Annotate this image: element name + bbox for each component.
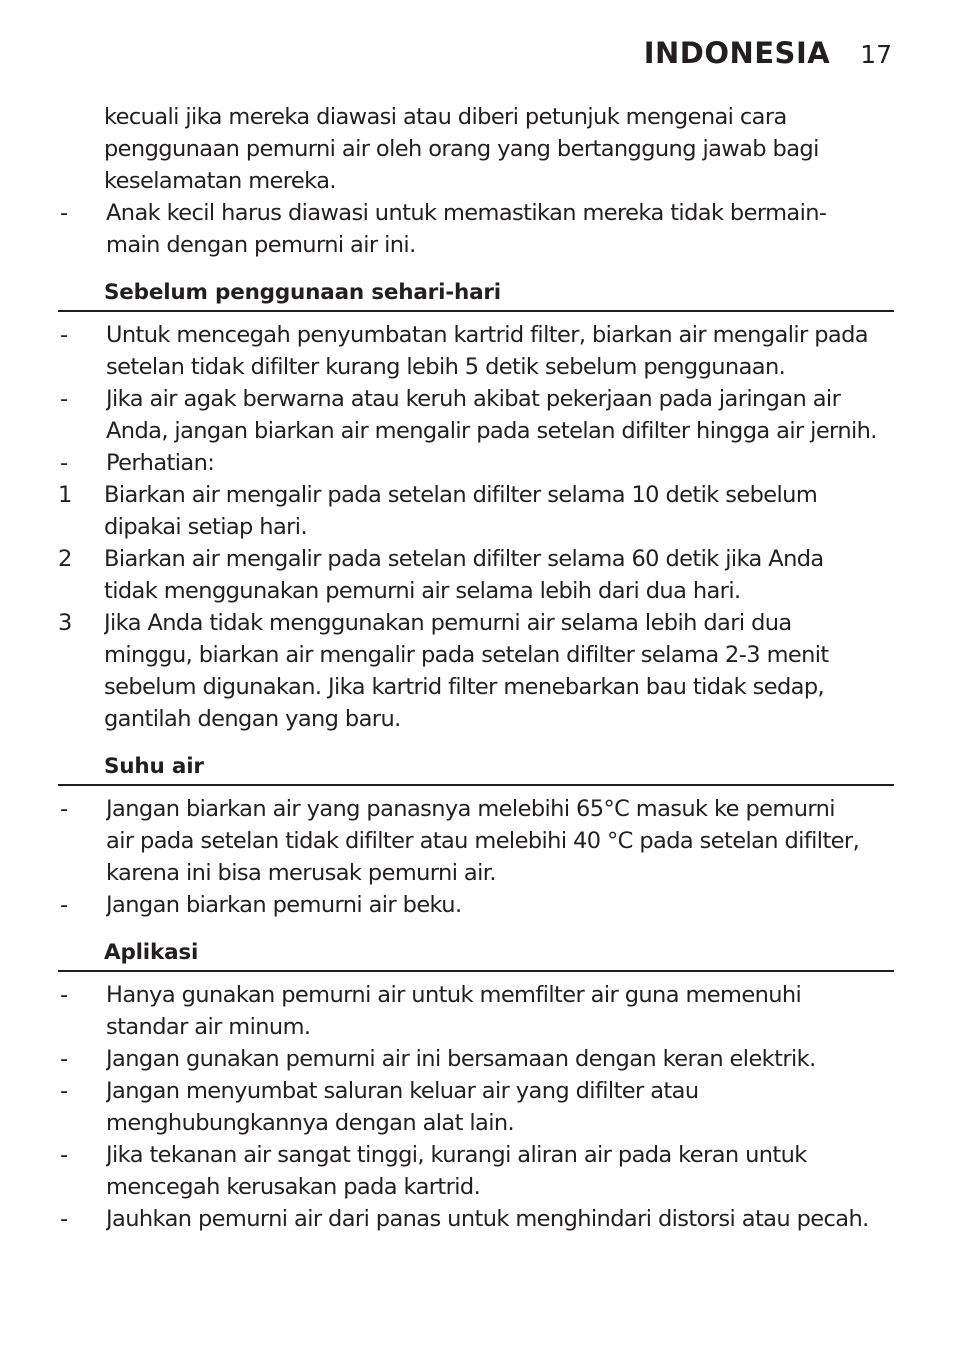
list-item-text: Jika air agak berwarna atau keruh akibat pekerjaan pada jaringan air bbox=[106, 386, 841, 412]
list-marker bbox=[58, 1011, 106, 1043]
page-header bbox=[644, 36, 892, 70]
list-item-text: Jangan menyumbat saluran keluar air yang difilter atau bbox=[106, 1078, 699, 1104]
text-line bbox=[58, 1203, 894, 1235]
list-item-text: Anda, jangan biarkan air mengalir pada setelan difilter hingga air jernih. bbox=[106, 418, 877, 444]
list-item bbox=[58, 1203, 894, 1235]
list-item bbox=[58, 479, 894, 543]
list-item-text: Jika Anda tidak menggunakan pemurni air selama lebih dari dua bbox=[104, 610, 792, 636]
list-marker: - bbox=[60, 982, 68, 1008]
list-item-text: Jangan gunakan pemurni air ini bersamaan dengan keran elektrik. bbox=[106, 1046, 816, 1072]
section-heading: Aplikasi bbox=[58, 936, 894, 972]
intro-block bbox=[58, 101, 894, 261]
list-marker bbox=[58, 165, 104, 197]
list-marker: 2 bbox=[58, 546, 72, 572]
list-marker: - bbox=[60, 796, 68, 822]
text-line bbox=[58, 511, 894, 543]
section bbox=[58, 276, 894, 735]
list-item-text: dipakai setiap hari. bbox=[104, 514, 307, 540]
list-item-text: Jika tekanan air sangat tinggi, kurangi aliran air pada keran untuk bbox=[106, 1142, 807, 1168]
text-line bbox=[58, 197, 894, 229]
text-line bbox=[58, 793, 894, 825]
list-item bbox=[58, 889, 894, 921]
list-item-text: standar air minum. bbox=[106, 1014, 311, 1040]
list-item bbox=[58, 319, 894, 383]
list-marker bbox=[58, 671, 104, 703]
list-item bbox=[58, 197, 894, 261]
text-line bbox=[58, 1107, 894, 1139]
section bbox=[58, 750, 894, 921]
list-item bbox=[58, 1139, 894, 1203]
list-item-text: minggu, biarkan air mengalir pada setelan difilter selama 2-3 menit bbox=[104, 642, 829, 668]
text-line bbox=[58, 165, 894, 197]
text-line bbox=[58, 447, 894, 479]
text-line bbox=[58, 351, 894, 383]
list-item bbox=[58, 979, 894, 1043]
list-marker: - bbox=[60, 1046, 68, 1072]
list-item-text: Untuk mencegah penyumbatan kartrid filter, biarkan air mengalir pada bbox=[106, 322, 868, 348]
list-marker: - bbox=[60, 1078, 68, 1104]
text-line bbox=[58, 889, 894, 921]
list-marker bbox=[58, 1171, 106, 1203]
text-line bbox=[58, 575, 894, 607]
text-line bbox=[58, 543, 894, 575]
list-marker bbox=[58, 511, 104, 543]
text-line bbox=[58, 229, 894, 261]
list-marker bbox=[58, 229, 106, 261]
text-line bbox=[58, 703, 894, 735]
list-item-text: Biarkan air mengalir pada setelan difilter selama 10 detik sebelum bbox=[104, 482, 818, 508]
list-marker bbox=[58, 101, 104, 133]
list-item-text: air pada setelan tidak difilter atau melebihi 40 °C pada setelan difilter, bbox=[106, 828, 860, 854]
list-marker: - bbox=[60, 450, 68, 476]
list-item-text: menghubungkannya dengan alat lain. bbox=[106, 1110, 515, 1136]
text-line bbox=[58, 1139, 894, 1171]
list-item-text: Jangan biarkan air yang panasnya melebihi 65°C masuk ke pemurni bbox=[106, 796, 835, 822]
text-line bbox=[58, 383, 894, 415]
page-number: 17 bbox=[860, 40, 892, 69]
list-marker: 3 bbox=[58, 610, 72, 636]
list-marker bbox=[58, 639, 104, 671]
list-item-text: Jauhkan pemurni air dari panas untuk menghindari distorsi atau pecah. bbox=[106, 1206, 869, 1232]
list-item-text: keselamatan mereka. bbox=[104, 168, 336, 194]
list-marker: - bbox=[60, 200, 68, 226]
list-item bbox=[58, 1043, 894, 1075]
text-line bbox=[58, 1011, 894, 1043]
list-item-text: Biarkan air mengalir pada setelan difilter selama 60 detik jika Anda bbox=[104, 546, 824, 572]
text-line bbox=[58, 857, 894, 889]
list-item bbox=[58, 1075, 894, 1139]
text-line bbox=[58, 479, 894, 511]
text-line bbox=[58, 979, 894, 1011]
list-marker: - bbox=[60, 892, 68, 918]
list-marker: - bbox=[60, 322, 68, 348]
text-line bbox=[58, 1171, 894, 1203]
list-item bbox=[58, 543, 894, 607]
text-line bbox=[58, 607, 894, 639]
list-item-text: karena ini bisa merusak pemurni air. bbox=[106, 860, 496, 886]
list-item bbox=[58, 793, 894, 889]
list-item-text: Jangan biarkan pemurni air beku. bbox=[106, 892, 462, 918]
text-line bbox=[58, 639, 894, 671]
section-heading: Suhu air bbox=[58, 750, 894, 786]
section-heading: Sebelum penggunaan sehari-hari bbox=[58, 276, 894, 312]
language-title: INDONESIA bbox=[643, 36, 831, 70]
list-item-text: mencegah kerusakan pada kartrid. bbox=[106, 1174, 481, 1200]
list-marker bbox=[58, 575, 104, 607]
section bbox=[58, 936, 894, 1235]
list-item-text: setelan tidak difilter kurang lebih 5 detik sebelum penggunaan. bbox=[106, 354, 786, 380]
text-line bbox=[58, 1043, 894, 1075]
list-marker bbox=[58, 351, 106, 383]
page-content bbox=[58, 101, 894, 1235]
list-marker: - bbox=[60, 1206, 68, 1232]
list-item bbox=[58, 383, 894, 447]
list-item-text: main dengan pemurni air ini. bbox=[106, 232, 416, 258]
list-marker bbox=[58, 703, 104, 735]
text-line bbox=[58, 1075, 894, 1107]
list-item bbox=[58, 447, 894, 479]
list-marker bbox=[58, 415, 106, 447]
list-marker: 1 bbox=[58, 482, 72, 508]
list-marker: - bbox=[60, 1142, 68, 1168]
list-item-text: penggunaan pemurni air oleh orang yang bertanggung jawab bagi bbox=[104, 136, 819, 162]
list-item-text: Perhatian: bbox=[106, 450, 215, 476]
text-line bbox=[58, 319, 894, 351]
text-line bbox=[58, 415, 894, 447]
list-item bbox=[58, 101, 894, 197]
text-line bbox=[58, 825, 894, 857]
list-item-text: sebelum digunakan. Jika kartrid filter menebarkan bau tidak sedap, bbox=[104, 674, 825, 700]
text-line bbox=[58, 133, 894, 165]
list-item-text: Anak kecil harus diawasi untuk memastikan mereka tidak bermain- bbox=[106, 200, 827, 226]
list-item-text: Hanya gunakan pemurni air untuk memfilter air guna memenuhi bbox=[106, 982, 802, 1008]
list-item-text: gantilah dengan yang baru. bbox=[104, 706, 401, 732]
list-item bbox=[58, 607, 894, 735]
text-line bbox=[58, 671, 894, 703]
list-marker bbox=[58, 1107, 106, 1139]
list-marker bbox=[58, 857, 106, 889]
list-item-text: kecuali jika mereka diawasi atau diberi petunjuk mengenai cara bbox=[104, 104, 787, 130]
list-item-text: tidak menggunakan pemurni air selama lebih dari dua hari. bbox=[104, 578, 741, 604]
text-line bbox=[58, 101, 894, 133]
list-marker bbox=[58, 133, 104, 165]
list-marker: - bbox=[60, 386, 68, 412]
list-marker bbox=[58, 825, 106, 857]
